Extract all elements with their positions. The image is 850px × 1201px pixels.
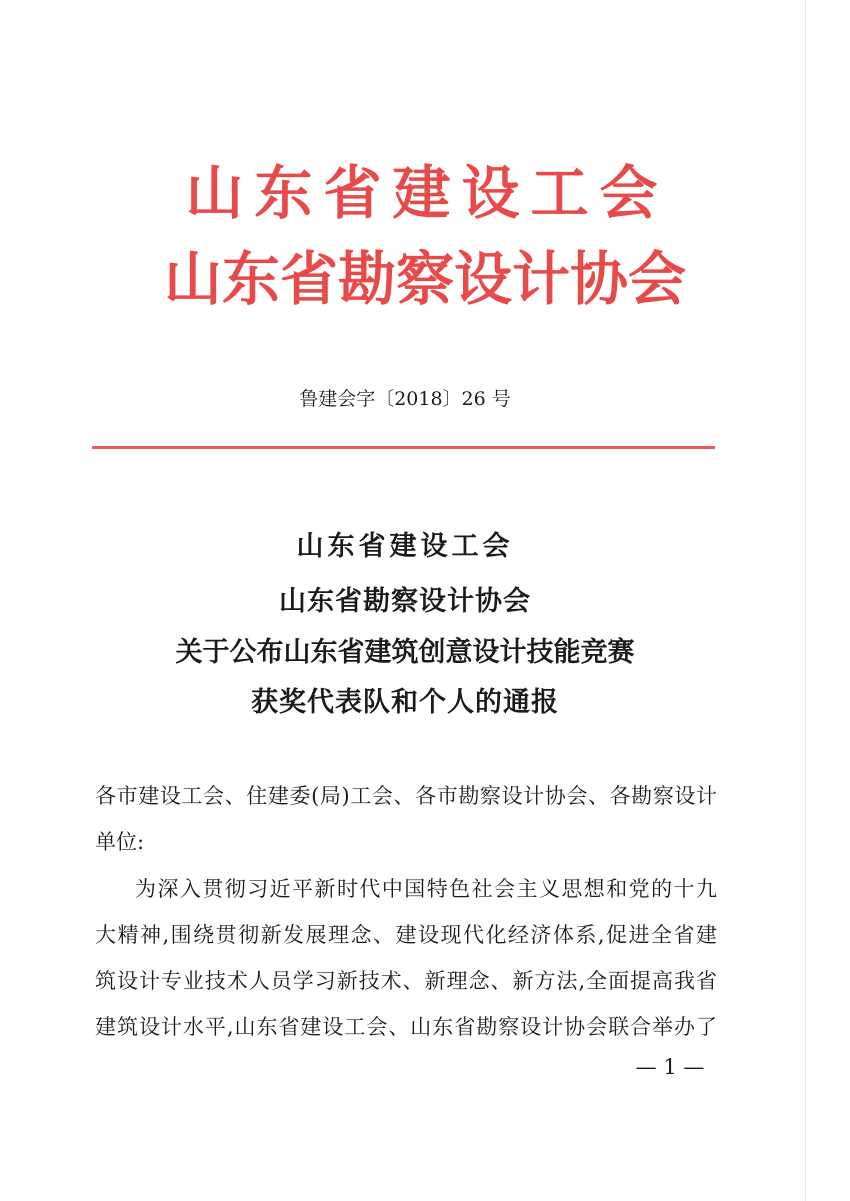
- paragraph-line2: 大精神,围绕贯彻新发展理念、建设现代化经济体系,促进全省建: [95, 923, 717, 947]
- notice-title-line2: 山东省勘察设计协会: [279, 586, 531, 617]
- paragraph-line3: 筑设计专业技术人员学习新技术、新理念、新方法,全面提高我省: [95, 969, 717, 993]
- salutation-line2: 单位:: [95, 830, 145, 854]
- salutation-line1: 各市建设工会、住建委(局)工会、各市勘察设计协会、各勘察设计: [95, 784, 717, 808]
- page-number: — 1 —: [635, 1055, 705, 1079]
- masthead-title-line1: 山东省建设工会: [185, 159, 669, 227]
- notice-title-line3: 关于公布山东省建筑创意设计技能竞赛: [175, 637, 635, 668]
- notice-title-line4: 获奖代表队和个人的通报: [251, 687, 559, 718]
- paragraph-line4: 建筑设计水平,山东省建设工会、山东省勘察设计协会联合举办了: [95, 1015, 717, 1039]
- paragraph-line1: 为深入贯彻习近平新时代中国特色社会主义思想和党的十九: [135, 877, 717, 901]
- document-number: 鲁建会字〔2018〕26 号: [299, 388, 511, 410]
- red-divider-rule: [92, 446, 715, 449]
- notice-title-line1: 山东省建设工会: [296, 531, 514, 562]
- masthead-title-line2: 山东省勘察设计协会: [163, 245, 686, 313]
